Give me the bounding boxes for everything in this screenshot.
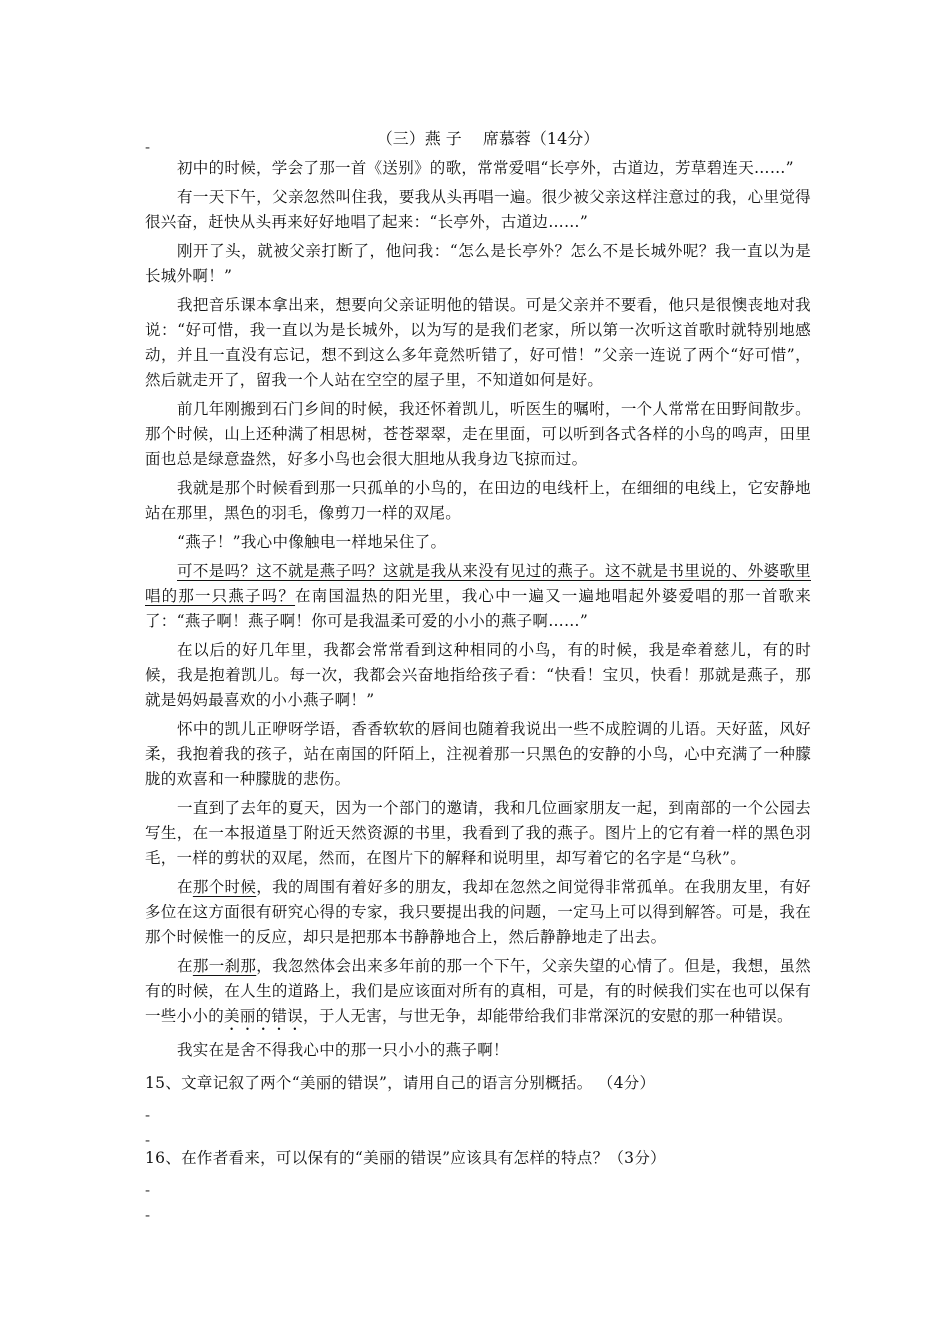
answer-line-16b: - xyxy=(145,1206,151,1224)
paragraph-5: 前几年刚搬到石门乡间的时候，我还怀着凯儿，听医生的嘱咐，一个人常常在田野间散步。那个时候，山上还种满了相思树，苍苍翠翠，走在里面，可以听到各式各样的小鸟的鸣声，田里面也总是绿意盎然，好多小鸟也会很大胆地从我身边飞掠而过。 xyxy=(145,400,811,468)
paragraph-14: 我实在是舍不得我心中的那一只小小的燕子啊！ xyxy=(177,1041,509,1059)
paragraph-13 xyxy=(145,954,811,1034)
paragraph-13-end: ，于人无害，与世无争，却能带给我们非常深沉的安慰的那一种错误。 xyxy=(303,1007,793,1025)
paragraph-10: 怀中的凯儿正咿呀学语，香香软软的唇间也随着我说出一些不成腔调的儿语。天好蓝，风好柔，我抱着我的孩子，站在南国的阡陌上，注视着那一只黑色的安静的小鸟，心中充满了一种朦胧的欢喜和一种朦胧的悲伤。 xyxy=(145,720,811,788)
paragraph-3: 刚开了头，就被父亲打断了，他问我：“怎么是长亭外？怎么不是长城外呢？我一直以为是长城外啊！” xyxy=(145,242,811,285)
answer-line-15b: - xyxy=(145,1131,151,1149)
article-title: （三）燕 子 席慕蓉（14分） xyxy=(376,129,600,148)
paragraph-13-start: 在 xyxy=(177,957,193,975)
answer-line-16a: - xyxy=(145,1181,151,1199)
paragraph-12-rest: ，我的周围有着好多的朋友，我却在忽然之间觉得非常孤单。在我朋友里，有好多位在这方面很有研究心得的专家，我只要提出我的问题，一定马上可以得到解答。可是，我在那个时候惟一的反应，却只是把那本书静静地合上，然后静静地走了出去。 xyxy=(145,878,811,946)
paragraph-12 xyxy=(145,875,811,950)
paragraph-8 xyxy=(145,559,811,634)
paragraph-8-rest: 在南国温热的阳光里，我心中一遍又一遍地唱起外婆爱唱的那一首歌来了：“燕子啊！燕子啊！你可是我温柔可爱的小小的燕子啊……” xyxy=(145,587,811,630)
paragraph-11: 一直到了去年的夏天，因为一个部门的邀请，我和几位画家朋友一起，到南部的一个公园去写生，在一本报道垦丁附近天然资源的书里，我看到了我的燕子。图片上的它有着一样的黑色羽毛，一样的剪状的双尾，然而，在图片下的解释和说明里，却写着它的名字是“乌秋”。 xyxy=(145,799,811,867)
underlined-phrase-that-moment: 那一刹那 xyxy=(192,957,257,975)
answer-line-15a: - xyxy=(145,1106,151,1124)
article xyxy=(145,128,811,1067)
question-16: 16、在作者看来，可以保有的“美丽的错误”应该具有怎样的特点？（3分） xyxy=(145,1149,666,1167)
question-15: 15、文章记叙了两个“美丽的错误”，请用自己的语言分别概括。 （4分） xyxy=(145,1074,656,1092)
paragraph-6: 我就是那个时候看到那一只孤单的小鸟的，在田边的电线杆上，在细细的电线上，它安静地站在那里，黑色的羽毛，像剪刀一样的双尾。 xyxy=(145,479,811,522)
paragraph-1: 初中的时候，学会了那一首《送别》的歌，常常爱唱“长亭外，古道边，芳草碧连天……” xyxy=(177,159,794,177)
top-mark: - xyxy=(145,138,151,156)
paragraph-9: 在以后的好几年里，我都会常常看到这种相同的小鸟，有的时候，我是牵着慈儿，有的时候，我是抱着凯儿。每一次，我都会兴奋地指给孩子看：“快看！宝贝，快看！那就是燕子，那就是妈妈最喜欢的小小燕子啊！” xyxy=(145,641,811,709)
paragraph-13-middle: ，我忽然体会出来多年前的那一个下午，父亲失望的心情了。但是，我想，虽然有的时候，在人生的道路上，我们是应该面对所有的真相，可是，有的时候我们实在也可以保有一些小小的 xyxy=(145,957,811,1025)
dotted-phrase-beautiful-mistake: 美丽的错误 xyxy=(224,1007,304,1025)
underlined-phrase-that-time: 那个时候 xyxy=(192,878,257,896)
underlined-sentence: 可不是吗？这不就是燕子吗？这就是我从来没有见过的燕子。这不就是书里说的、外婆歌里唱的那一只燕子吗？ xyxy=(145,562,811,605)
paragraph-12-start: 在 xyxy=(177,878,193,896)
paragraph-2: 有一天下午，父亲忽然叫住我，要我从头再唱一遍。很少被父亲这样注意过的我，心里觉得很兴奋，赶快从头再来好好地唱了起来：“长亭外，古道边……” xyxy=(145,188,811,231)
paragraph-7: “燕子！”我心中像触电一样地呆住了。 xyxy=(177,533,447,551)
paragraph-4: 我把音乐课本拿出来，想要向父亲证明他的错误。可是父亲并不要看，他只是很懊丧地对我说：“好可惜，我一直以为是长城外，以为写的是我们老家，所以第一次听这首歌时就特别地感动，并且一直没有忘记，想不到这么多年竟然听错了，好可惜！”父亲一连说了两个“好可惜”，然后就走开了，留我一个人站在空空的屋子里，不知道如何是好。 xyxy=(145,296,811,389)
